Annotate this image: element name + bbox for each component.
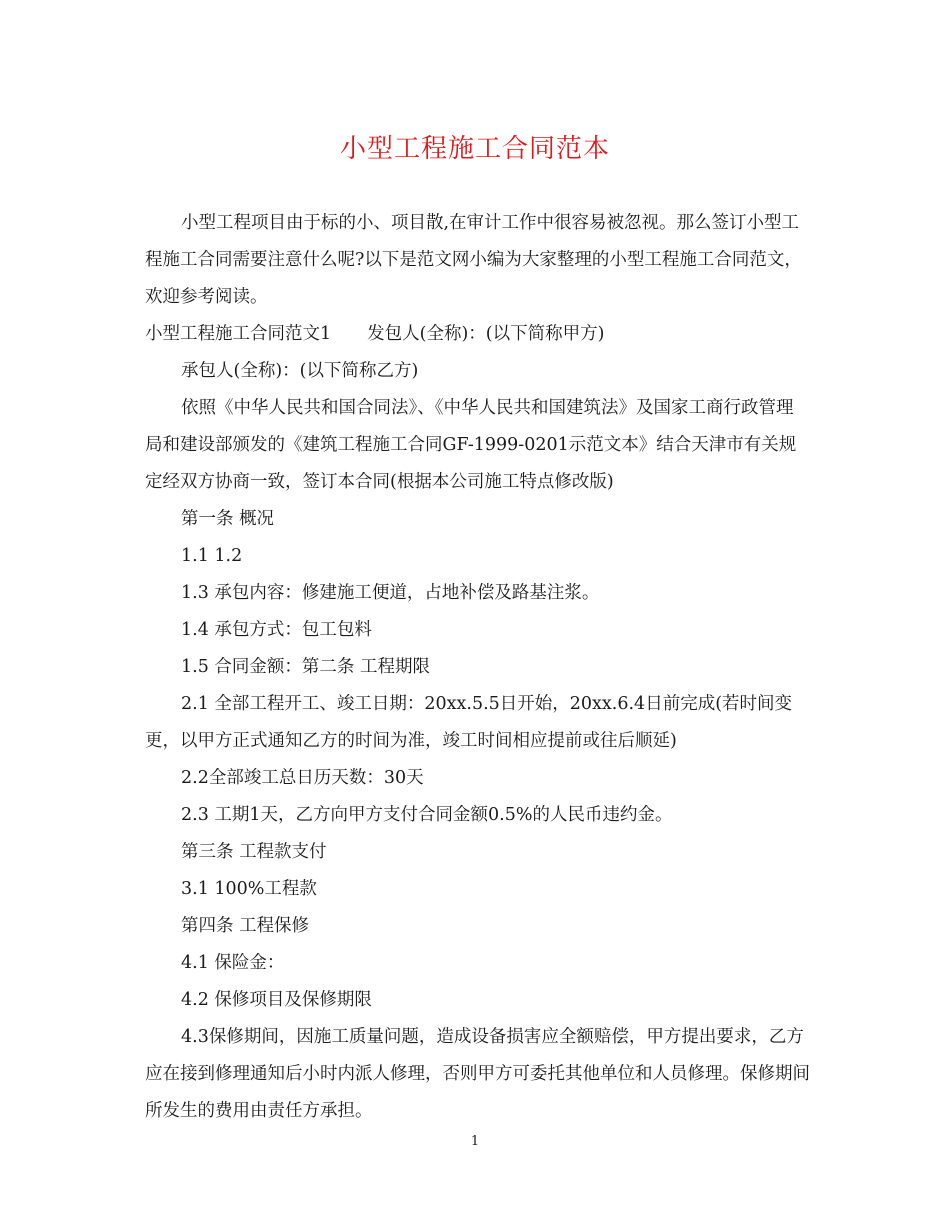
clause-2-2: 2.2全部竣工总日历天数：30天 [181,768,424,788]
page-number: 1 [470,1134,480,1149]
sample-heading-line [145,316,810,353]
party-a-line: 发包人(全称)：(以下简称甲方) [367,324,605,344]
clause-4-3: 4.3保修期间，因施工质量问题，造成设备损害应全额赔偿，甲方提出要求，乙方应在接到修理通知后小时内派人修理，否则甲方可委托其他单位和人员修理。保修期间所发生的费用由责任方承担。 [145,1027,810,1121]
clause-2-3: 2.3 工期1天，乙方向甲方支付合同金额0.5%的人民币违约金。 [181,805,673,825]
document-body [145,205,810,1130]
article-1-heading: 第一条 概况 [181,509,275,529]
clause-4-1: 4.1 保险金： [181,953,285,973]
clause-2-1: 2.1 全部工程开工、竣工日期：20xx.5.5日开始，20xx.6.4日前完成(若时间变更，以甲方正式通知乙方的时间为准，竣工时间相应提前或往后顺延) [145,694,793,751]
clause-1-4: 1.4 承包方式：包工包料 [181,620,372,640]
party-b-line: 承包人(全称)：(以下简称乙方) [181,361,419,381]
article-3-heading: 第三条 工程款支付 [181,842,327,862]
clause-1-3: 1.3 承包内容：修建施工便道，占地补偿及路基注浆。 [181,583,600,603]
sample-heading: 小型工程施工合同范文1 [145,324,332,344]
article-4-heading: 第四条 工程保修 [181,916,310,936]
clause-4-2: 4.2 保修项目及保修期限 [181,990,372,1010]
clause-1-5: 1.5 合同金额：第二条 工程期限 [181,657,430,677]
basis-paragraph: 依照《中华人民共和国合同法》、《中华人民共和国建筑法》及国家工商行政管理局和建设部颁发的《建筑工程施工合同GF-1999-0201示范文本》结合天津市有关规定经双方协商一致，签订本合同(根据本公司施工特点修改版) [145,398,797,492]
clause-1-1: 1.1 1.2 [181,546,243,566]
document-title: 小型工程施工合同范本 [339,134,610,164]
clause-3-1: 3.1 100%工程款 [181,879,317,899]
intro-paragraph: 小型工程项目由于标的小、项目散,在审计工作中很容易被忽视。那么签订小型工程施工合同需要注意什么呢?以下是范文网小编为大家整理的小型工程施工合同范文，欢迎参考阅读。 [145,213,802,307]
